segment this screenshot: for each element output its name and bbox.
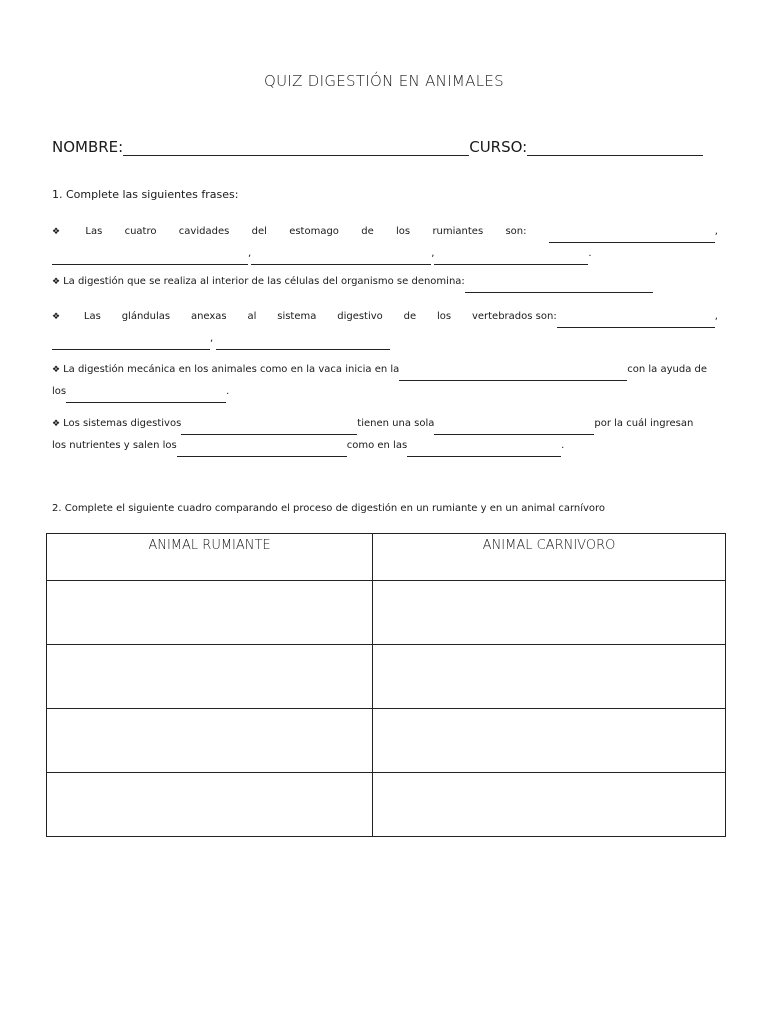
sentence-item-4: ❖ La digestión mecánica en los animales como en la vaca inicia en la con la ayuda de los . bbox=[52, 359, 718, 403]
item-5-text-d: los nutrientes y salen los bbox=[52, 440, 177, 451]
page-title: QUIZ DIGESTIÓN EN ANIMALES bbox=[264, 72, 504, 90]
answer-blank[interactable] bbox=[181, 420, 357, 435]
header-ruminant: ANIMAL RUMIANTE bbox=[47, 534, 373, 581]
sentence-item-3: ❖ Las glándulas anexas al sistema digestivo de los vertebrados son: , , bbox=[52, 306, 718, 350]
item-3-word: al bbox=[247, 311, 257, 322]
ruminant-cell[interactable] bbox=[47, 773, 373, 837]
item-2-text: La digestión que se realiza al interior de las células del organismo se denomina: bbox=[63, 276, 465, 287]
sentence-item-1: ❖ Las cuatro cavidades del estomago de los rumiantes son: , , , . bbox=[52, 221, 718, 265]
answer-blank[interactable] bbox=[52, 250, 248, 265]
comparison-table bbox=[46, 533, 726, 837]
name-field[interactable] bbox=[123, 141, 469, 156]
course-field[interactable] bbox=[527, 141, 703, 156]
question-1-label: 1. Complete las siguientes frases: bbox=[52, 188, 239, 201]
item-1-word: estomago bbox=[289, 226, 339, 237]
answer-blank[interactable] bbox=[557, 313, 715, 328]
bullet-diamond-icon: ❖ bbox=[52, 277, 61, 287]
question-2-label: 2. Complete el siguiente cuadro comparando el proceso de digestión en un rumiante y en un animal carnívoro bbox=[52, 503, 606, 514]
item-5-text-b: tienen una sola bbox=[357, 418, 435, 429]
item-1-word: cavidades bbox=[178, 226, 230, 237]
item-3-word: Las bbox=[83, 311, 101, 322]
item-1-word: Las bbox=[85, 226, 103, 237]
sentence-item-5: ❖ Los sistemas digestivos tienen una sola por la cuál ingresan los nutrientes y salen los como en las . bbox=[52, 413, 718, 457]
answer-blank[interactable] bbox=[52, 335, 210, 350]
item-5-text-e: como en las bbox=[346, 440, 408, 451]
answer-blank[interactable] bbox=[465, 278, 653, 293]
answer-blank[interactable] bbox=[66, 388, 226, 403]
item-3-word: digestivo bbox=[337, 311, 383, 322]
item-5-text-c: por la cuál ingresan bbox=[594, 418, 694, 429]
item-4-text-c: los bbox=[52, 386, 67, 397]
item-1-word: rumiantes bbox=[432, 226, 484, 237]
table-row bbox=[47, 581, 726, 645]
bullet-diamond-icon: ❖ bbox=[52, 419, 61, 429]
item-1-word: de bbox=[361, 226, 374, 237]
item-3-word: anexas bbox=[190, 311, 227, 322]
table-row bbox=[47, 773, 726, 837]
answer-blank[interactable] bbox=[407, 442, 561, 457]
ruminant-cell[interactable] bbox=[47, 709, 373, 773]
carnivore-cell[interactable] bbox=[373, 709, 726, 773]
item-4-text-a: La digestión mecánica en los animales como en la vaca inicia en la bbox=[63, 364, 400, 375]
table-header-row bbox=[47, 534, 726, 581]
bullet-diamond-icon: ❖ bbox=[52, 365, 61, 375]
item-1-word: los bbox=[396, 226, 411, 237]
name-label: NOMBRE: bbox=[52, 138, 124, 156]
item-3-word: sistema bbox=[277, 311, 317, 322]
item-1-word: cuatro bbox=[124, 226, 157, 237]
answer-blank[interactable] bbox=[177, 442, 347, 457]
sentence-item-2 bbox=[52, 271, 718, 293]
carnivore-cell[interactable] bbox=[373, 581, 726, 645]
carnivore-cell[interactable] bbox=[373, 773, 726, 837]
carnivore-cell[interactable] bbox=[373, 645, 726, 709]
bullet-diamond-icon: ❖ bbox=[52, 227, 61, 237]
table-row bbox=[47, 645, 726, 709]
answer-blank[interactable] bbox=[434, 250, 588, 265]
item-3-word: los bbox=[436, 311, 452, 322]
item-3-word: vertebrados bbox=[471, 311, 533, 322]
item-1-word: del bbox=[251, 226, 267, 237]
answer-blank[interactable] bbox=[216, 335, 390, 350]
item-4-text-b: con la ayuda de bbox=[627, 364, 708, 375]
answer-blank[interactable] bbox=[434, 420, 594, 435]
item-3-word: glándulas bbox=[121, 311, 171, 322]
item-3-word: de bbox=[403, 311, 417, 322]
item-3-word: son: bbox=[535, 311, 557, 322]
answer-blank[interactable] bbox=[251, 250, 431, 265]
item-5-text-a: Los sistemas digestivos bbox=[63, 418, 182, 429]
bullet-diamond-icon: ❖ bbox=[52, 312, 61, 322]
student-info-row bbox=[52, 138, 716, 156]
ruminant-cell[interactable] bbox=[47, 581, 373, 645]
answer-blank[interactable] bbox=[549, 228, 715, 243]
ruminant-cell[interactable] bbox=[47, 645, 373, 709]
table-row bbox=[47, 709, 726, 773]
header-carnivore: ANIMAL CARNIVORO bbox=[373, 534, 726, 581]
course-label: CURSO: bbox=[469, 138, 528, 156]
answer-blank[interactable] bbox=[399, 366, 627, 381]
item-1-word: son: bbox=[505, 226, 527, 237]
